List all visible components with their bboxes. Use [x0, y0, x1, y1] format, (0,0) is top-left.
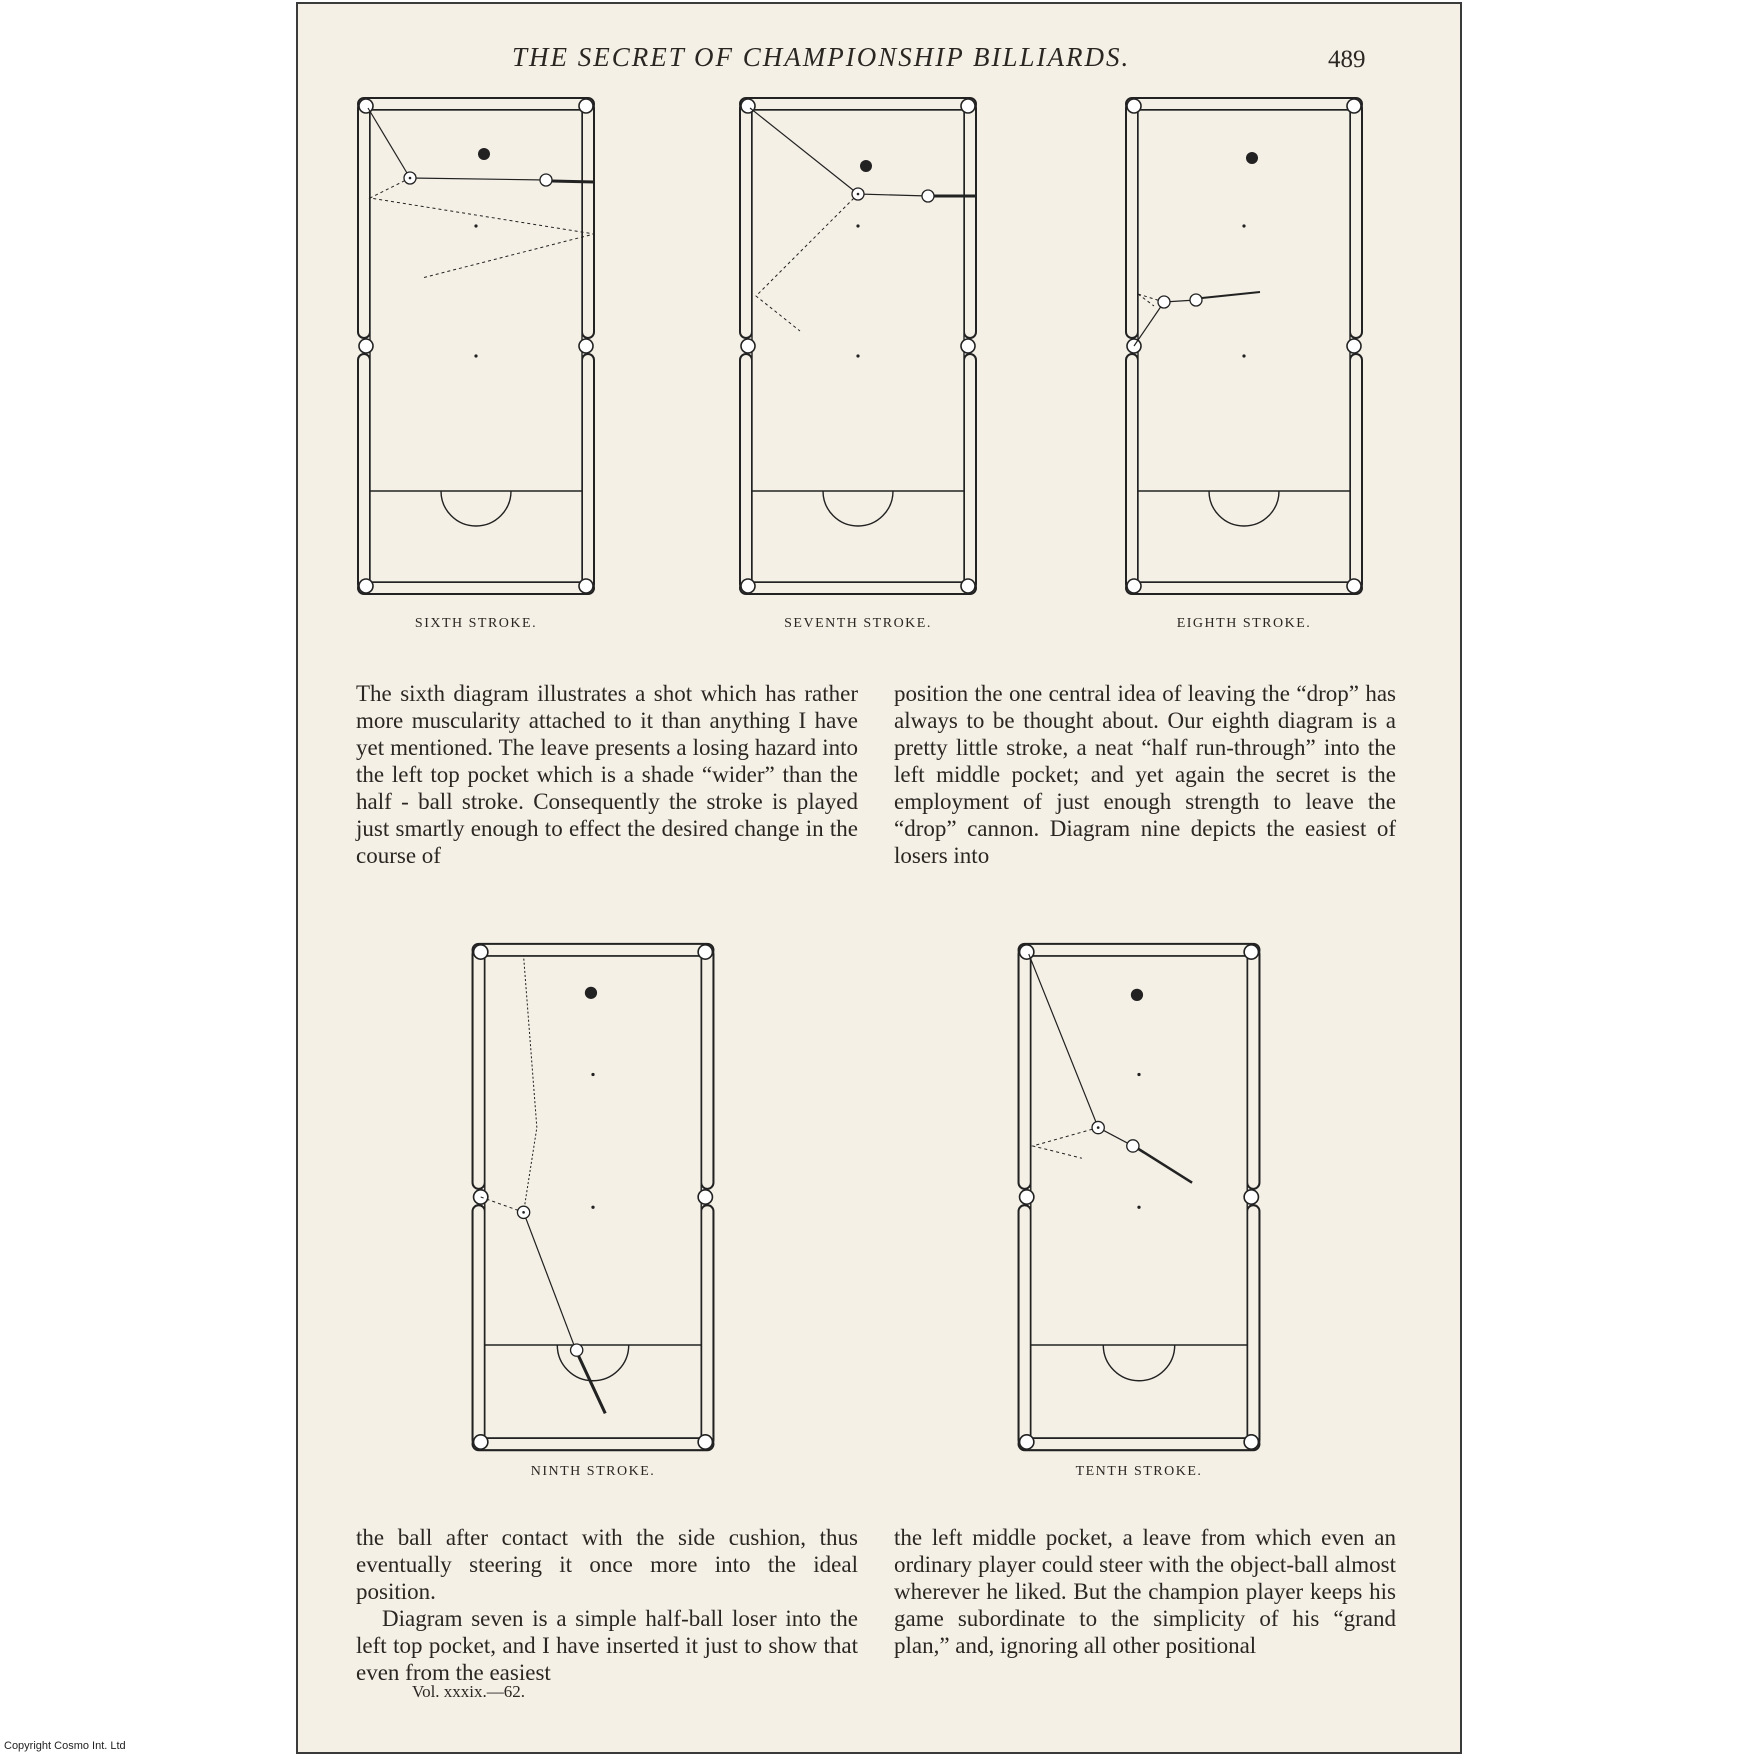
text-column-left-top — [356, 680, 858, 869]
paragraph: Diagram seven is a simple half-ball loser into the left top pocket, and I have inserted it just to show that even from the easiest — [356, 1606, 858, 1685]
volume-footer: Vol. xxxix.—62. — [412, 1682, 526, 1701]
page-header — [298, 42, 1460, 82]
text-column-right-top — [894, 680, 1396, 869]
paragraph: the left middle pocket, a leave from which even an ordinary player could steer with the object-ball almost wherever he liked. But the champion player keeps his game subordinate to the simplicity of his “grand plan,” and, ignoring all other positional — [894, 1525, 1396, 1658]
caption-ninth-stroke: NINTH STROKE. — [530, 1464, 656, 1479]
magazine-page — [296, 2, 1462, 1754]
diagram-sixth-stroke — [366, 106, 586, 586]
running-title: THE SECRET OF CHAMPIONSHIP BILLIARDS. — [512, 42, 1131, 72]
page-number: 489 — [1328, 46, 1366, 73]
diagram-tenth-stroke — [1024, 952, 1254, 1442]
caption-eighth-stroke: EIGHTH STROKE. — [1176, 616, 1312, 631]
paragraph: The sixth diagram illustrates a shot which has rather more muscularity attached to it than anything I have yet mentioned. The leave presents a losing hazard into the left top pocket which is a shade “wider” than the half - ball stroke. Consequently the stroke is played just smartly enough to effect the desired change in the course of — [356, 681, 858, 868]
diagram-seventh-stroke — [748, 106, 968, 586]
caption-seventh-stroke: SEVENTH STROKE. — [784, 616, 932, 631]
text-column-right-bottom — [894, 1524, 1396, 1659]
paragraph: the ball after contact with the side cushion, thus eventually steering it once more into the ideal position. — [356, 1525, 858, 1604]
copyright-notice: Copyright Cosmo Int. Ltd — [4, 1740, 126, 1752]
paragraph: position the one central idea of leaving the “drop” has always to be thought about. Our eighth diagram is a pretty little stroke, a neat “half run-through” into the left middle pocket; and yet again the secret is the employment of just enough strength to leave the “drop” cannon. Diagram nine depicts the easiest of losers into — [894, 681, 1396, 868]
caption-sixth-stroke: SIXTH STROKE. — [414, 616, 538, 631]
diagram-ninth-stroke — [478, 952, 708, 1442]
caption-tenth-stroke: TENTH STROKE. — [1075, 1464, 1203, 1479]
diagram-eighth-stroke — [1134, 106, 1354, 586]
text-column-left-bottom — [356, 1524, 858, 1686]
